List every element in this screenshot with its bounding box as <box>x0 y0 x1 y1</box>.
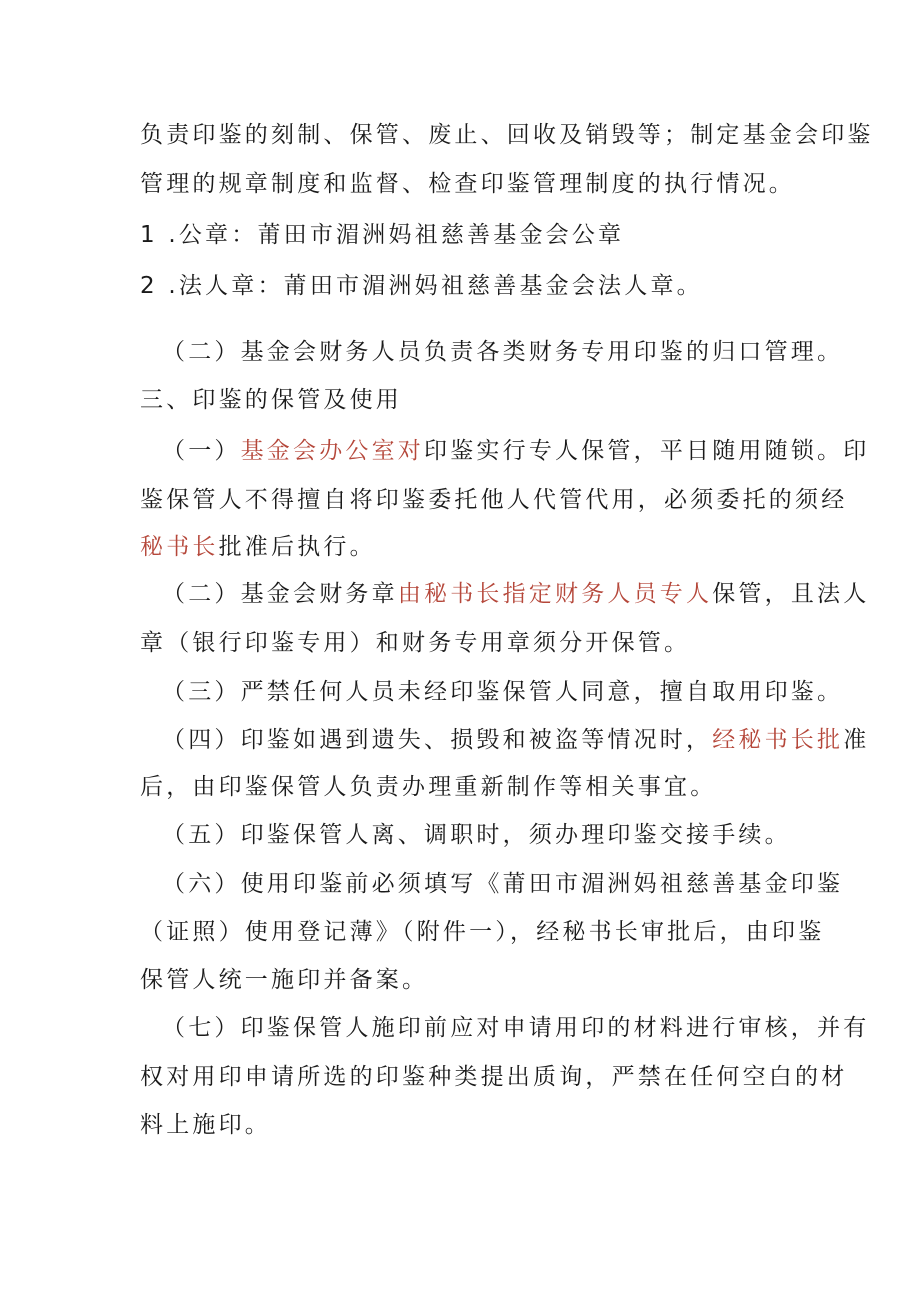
text-run: （七）印鉴保管人施印前应对申请用印的材料进行审核，并有 <box>162 1015 870 1041</box>
text-run: 1 .公章：莆田市湄洲妈祖慈善基金会公章 <box>140 222 625 248</box>
paragraph-line <box>140 917 824 947</box>
text-run: （五）印鉴保管人离、调职时，须办理印鉴交接手续。 <box>162 822 791 848</box>
highlighted-text: 基金会办公室对 <box>240 438 425 464</box>
text-run: （一） <box>162 438 241 464</box>
section-heading <box>140 385 402 415</box>
text-run: 管理的规章制度和监督、检查印鉴管理制度的执行情况。 <box>140 171 795 197</box>
text-run: 印鉴实行专人保管，平日随用随锁。印 <box>424 438 870 464</box>
text-run: 后，由印鉴保管人负责办理重新制作等相关事宜。 <box>140 774 717 800</box>
text-run: 鉴保管人不得擅自将印鉴委托他人代管代用，必须委托的须经 <box>140 487 848 513</box>
paragraph-line <box>162 436 869 466</box>
text-run: （证照）使用登记薄》（附件一），经秘书长审批后，由印鉴 <box>140 919 825 945</box>
paragraph-line <box>140 485 847 515</box>
text-run: 料上施印。 <box>140 1112 271 1138</box>
highlighted-text: 由秘书长指定财务人员专人 <box>397 581 713 607</box>
text-run: 三、印鉴的保管及使用 <box>140 387 402 413</box>
text-run: （三）严禁任何人员未经印鉴保管人同意，擅自取用印鉴。 <box>162 679 844 705</box>
text-run: 章（银行印鉴专用）和财务专用章须分开保管。 <box>140 630 691 656</box>
text-run: （二）基金会财务人员负责各类财务专用印鉴的归口管理。 <box>162 339 844 365</box>
text-run: （四）印鉴如遇到遗失、损毁和被盗等情况时， <box>162 727 713 753</box>
text-run: 负责印鉴的刻制、保管、废止、回收及销毁等；制定基金会印鉴 <box>140 122 874 148</box>
text-run: （二）基金会财务章 <box>162 581 398 607</box>
text-run: 保管，且法人 <box>712 581 870 607</box>
text-run: （六）使用印鉴前必须填写《莆田市湄洲妈祖慈善基金印鉴 <box>162 871 844 897</box>
text-run: 权对用印申请所选的印鉴种类提出质询，严禁在任何空白的材 <box>140 1064 848 1090</box>
text-run: 准 <box>843 727 870 753</box>
text-run: 批准后执行。 <box>218 534 376 560</box>
paragraph-line <box>140 120 874 150</box>
paragraph-line <box>162 1013 869 1043</box>
paragraph-line <box>162 337 843 367</box>
highlighted-text: 经秘书长批 <box>712 727 844 753</box>
text-run: 保管人统一施印并备案。 <box>140 967 429 993</box>
paragraph-line <box>162 869 843 899</box>
paragraph-line <box>140 1110 271 1140</box>
paragraph-line <box>140 965 428 995</box>
paragraph-line <box>140 169 795 199</box>
text-run: 2 .法人章：莆田市湄洲妈祖慈善基金会法人章。 <box>140 273 703 299</box>
paragraph-line <box>162 677 843 707</box>
paragraph-line <box>162 579 869 609</box>
paragraph-line <box>140 532 376 562</box>
paragraph-line <box>162 820 791 850</box>
paragraph-line <box>162 725 869 755</box>
highlighted-text: 秘书长 <box>140 534 219 560</box>
paragraph-line <box>140 772 716 802</box>
paragraph-line <box>140 628 690 658</box>
list-item-1 <box>140 220 624 250</box>
paragraph-line <box>140 1062 847 1092</box>
list-item-2 <box>140 271 703 301</box>
